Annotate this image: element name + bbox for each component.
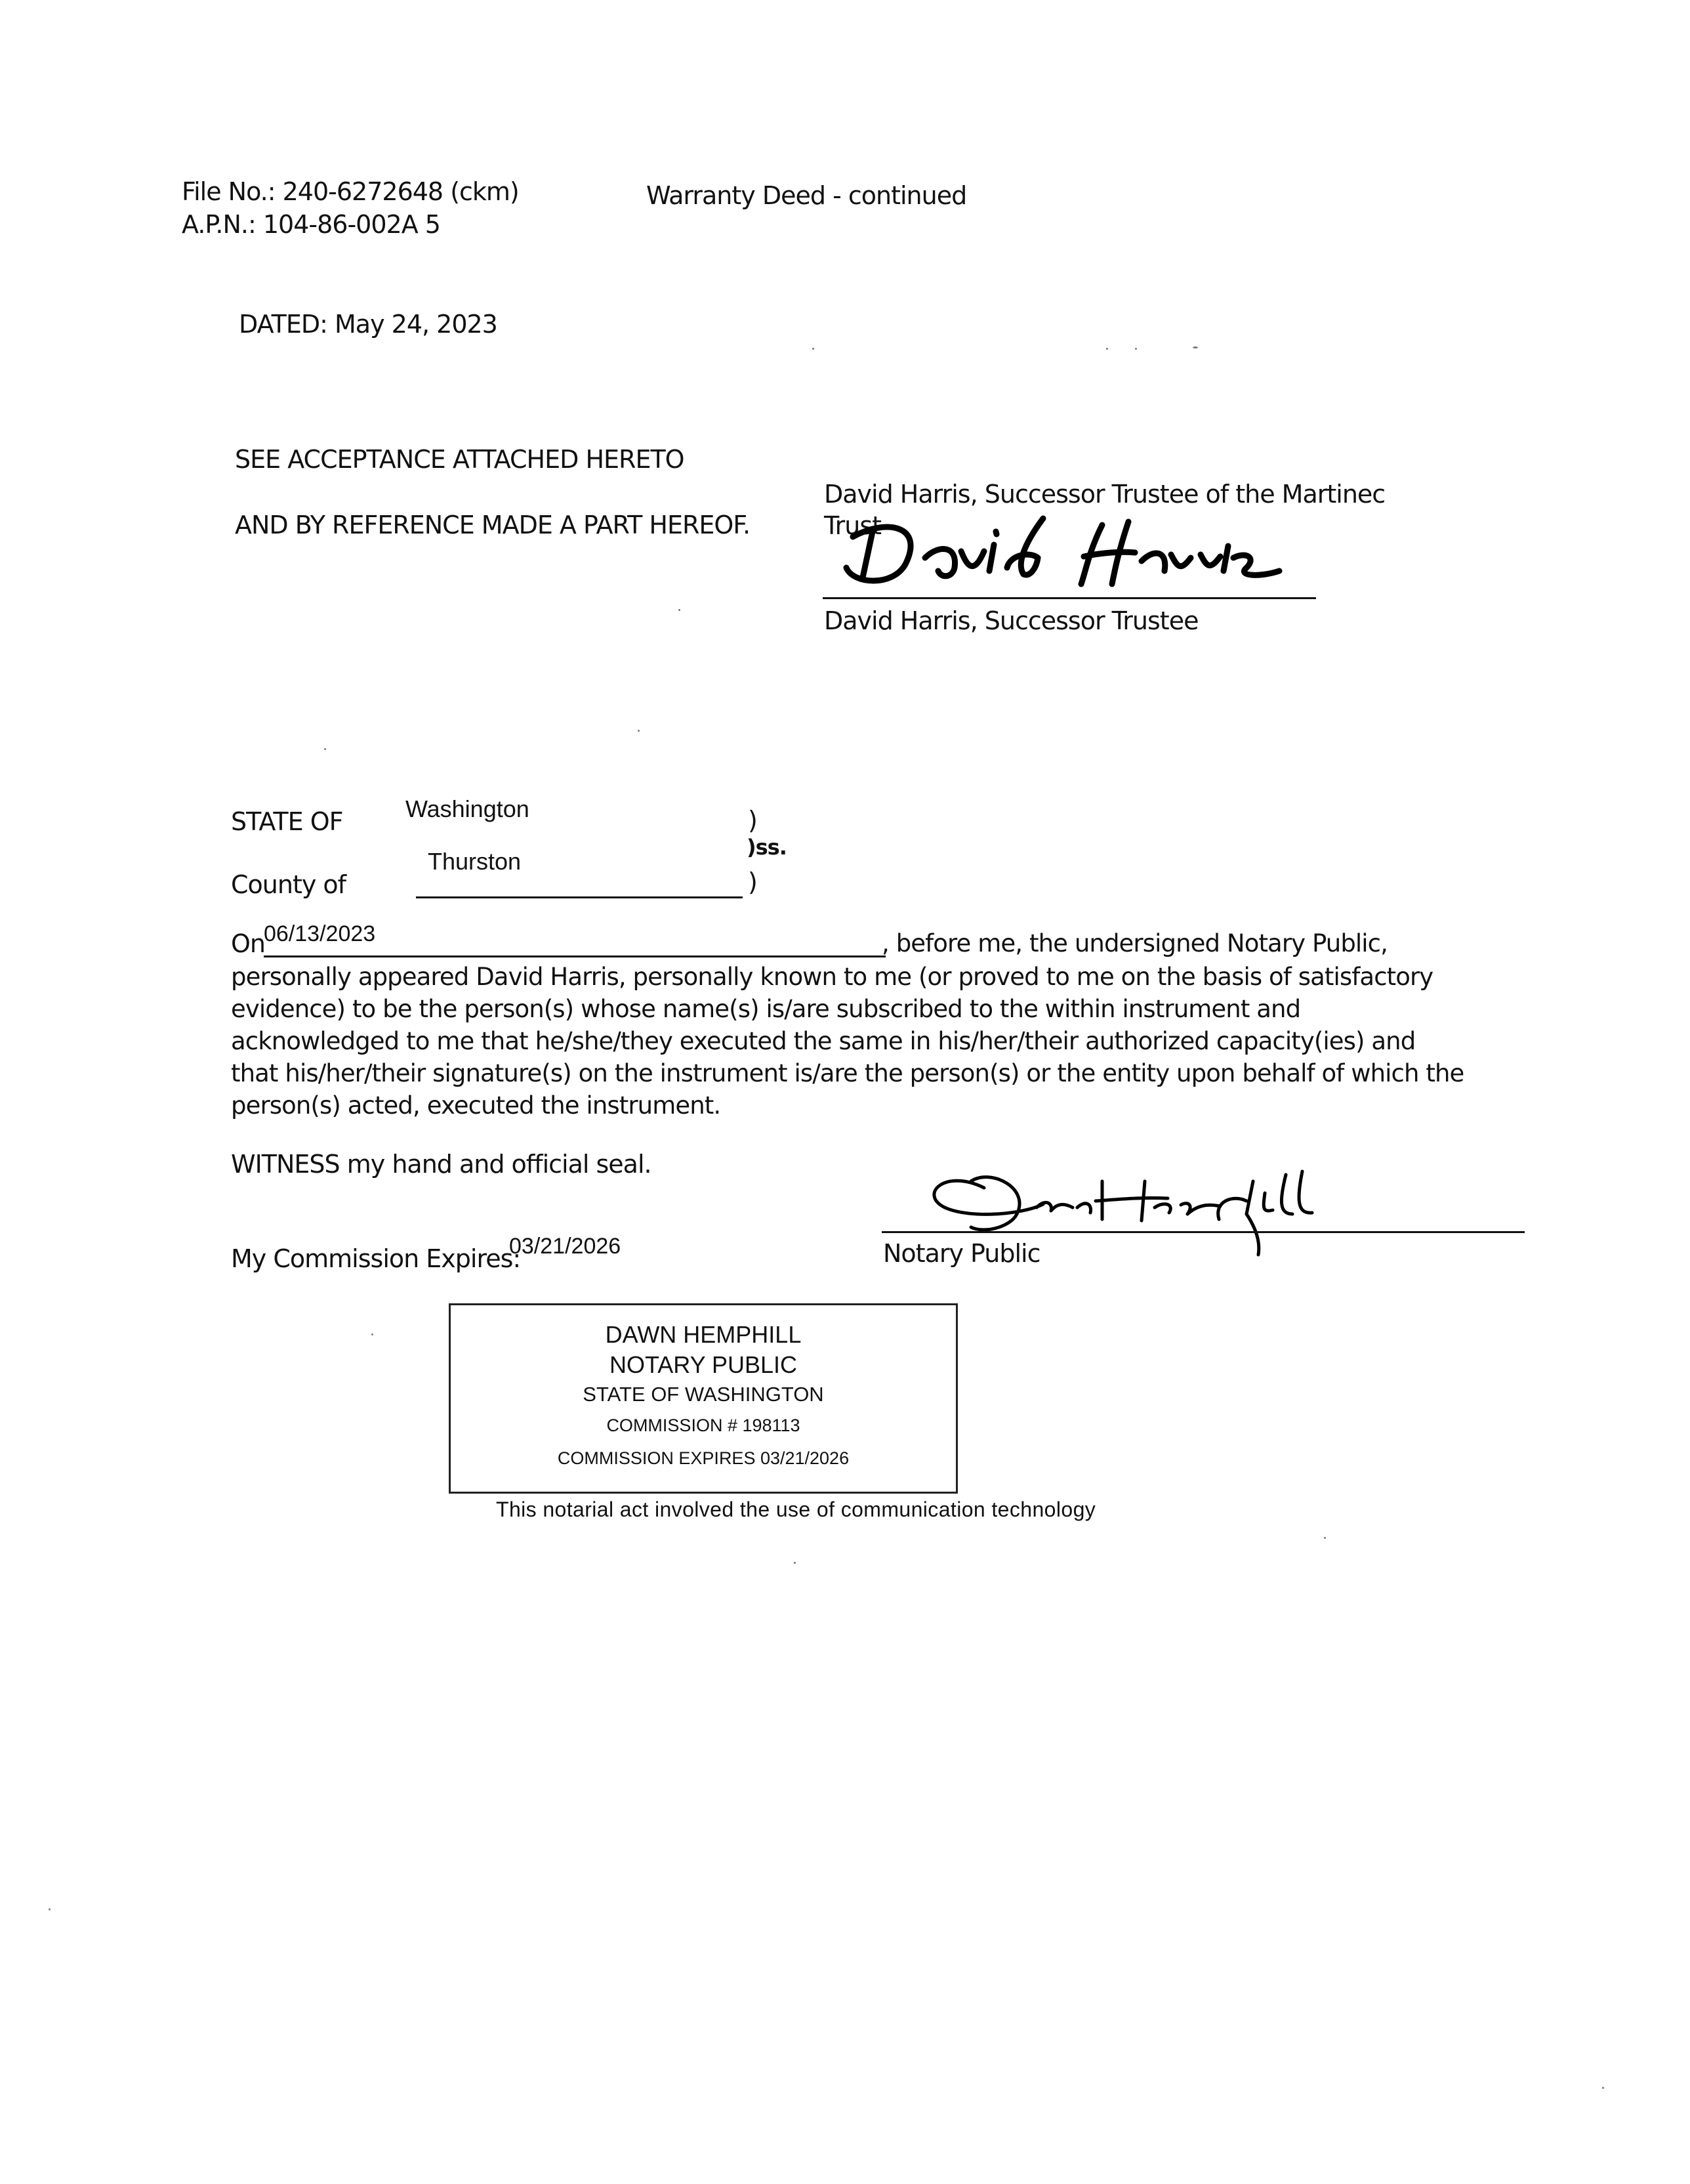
scan-speck — [1106, 348, 1108, 350]
document-title: Warranty Deed - continued — [646, 181, 967, 210]
state-label: STATE OF — [231, 807, 343, 836]
seal-title: NOTARY PUBLIC — [609, 1351, 798, 1378]
apn-number: A.P.N.: 104-86-002A 5 — [182, 210, 440, 239]
scan-speck — [1602, 2087, 1604, 2089]
grantor-signature — [827, 505, 1312, 597]
scan-speck — [324, 748, 326, 750]
acknowledgment-date: 06/13/2023 — [264, 921, 376, 946]
scan-speck — [1135, 348, 1137, 350]
acknowledgment-paragraph: personally appeared David Harris, personally known to me (or proved to me on the basis of satisfactory evidence) to be the person(s) whose name(s) is/are subscribed to the within instrument and acknowledged to me that he/she/they executed the same in his/her/their authorized capacity(ies) and that his/her/their signature(s) on the instrument is/are the person(s) or the entity upon behalf of which the person(s) acted, executed the instrument. — [231, 963, 1464, 1120]
seal-commission-expires: COMMISSION EXPIRES 03/21/2026 — [557, 1448, 850, 1468]
commission-label: My Commission Expires: — [231, 1244, 521, 1273]
on-label: On — [231, 929, 265, 958]
county-value: Thurston — [428, 848, 522, 875]
notary-seal-stamp — [449, 1303, 958, 1494]
notary-signature-line — [882, 1231, 1525, 1233]
county-underline — [416, 896, 743, 898]
date-underline — [264, 956, 886, 957]
acceptance-line-2: AND BY REFERENCE MADE A PART HEREOF. — [235, 511, 751, 539]
venue-ss: )ss. — [747, 835, 787, 860]
venue-paren-1: ) — [748, 806, 757, 835]
venue-paren-3: ) — [748, 868, 757, 896]
communication-technology-note: This notarial act involved the use of communication technology — [496, 1498, 1096, 1521]
county-label: County of — [231, 870, 346, 899]
scan-speck — [1193, 346, 1198, 348]
acknowledgment-before-me: , before me, the undersigned Notary Public, — [882, 929, 1388, 957]
dated-line: DATED: May 24, 2023 — [239, 310, 497, 339]
state-value: Washington — [405, 795, 529, 822]
scan-speck — [638, 730, 640, 732]
seal-name: DAWN HEMPHILL — [605, 1321, 802, 1348]
grantor-signature-line — [823, 597, 1316, 599]
notary-public-label: Notary Public — [883, 1239, 1041, 1268]
scan-speck — [1324, 1537, 1326, 1539]
grantor-title-line-2: Trust — [824, 511, 882, 540]
grantor-signer-label: David Harris, Successor Trustee — [824, 606, 1199, 635]
scan-speck — [371, 1334, 373, 1335]
scan-speck — [49, 1908, 51, 1910]
grantor-title-line-1: David Harris, Successor Trustee of the Martinec — [824, 480, 1386, 509]
seal-state: STATE OF WASHINGTON — [583, 1383, 824, 1406]
scan-speck — [812, 348, 814, 350]
commission-expires-value: 03/21/2026 — [509, 1234, 621, 1259]
scan-speck — [794, 1562, 796, 1564]
seal-commission-number: COMMISSION # 198113 — [606, 1416, 800, 1435]
scan-speck — [678, 609, 680, 611]
file-number: File No.: 240-6272648 (ckm) — [182, 177, 519, 206]
witness-statement: WITNESS my hand and official seal. — [231, 1150, 651, 1179]
acceptance-line-1: SEE ACCEPTANCE ATTACHED HERETO — [235, 445, 684, 474]
